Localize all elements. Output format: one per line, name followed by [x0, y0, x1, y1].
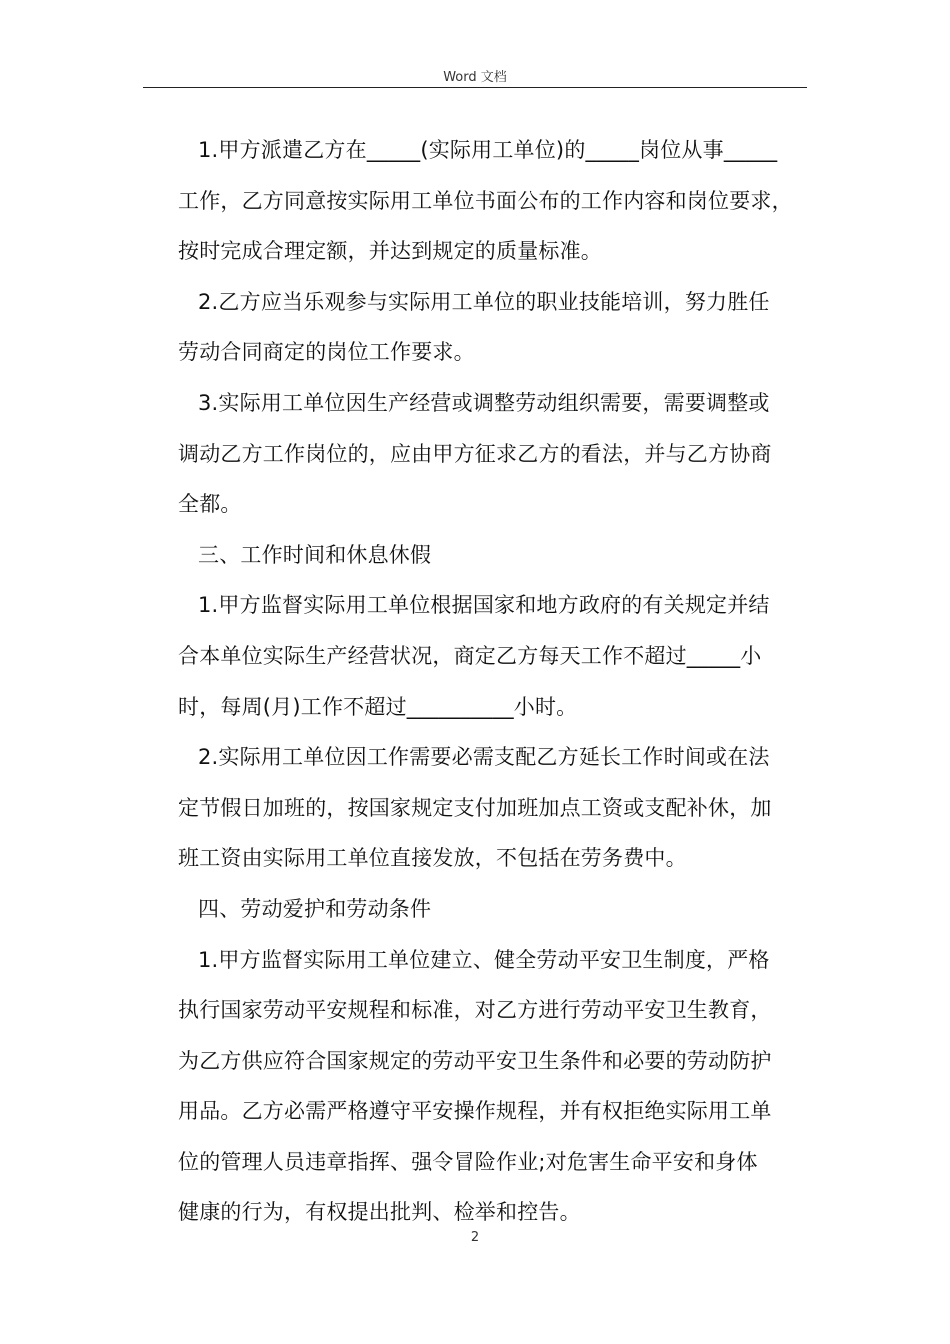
- text-line: 1.甲方监督实际用工单位建立、健全劳动平安卫生制度，严格: [198, 947, 770, 972]
- text-line: 用品。乙方必需严格遵守平安操作规程，并有权拒绝实际用工单: [178, 1099, 772, 1124]
- text-line: 合本单位实际生产经营状况，商定乙方每天工作不超过_____小: [178, 643, 762, 668]
- text-line: 3.实际用工单位因生产经营或调整劳动组织需要，需要调整或: [198, 390, 770, 415]
- text-line: 劳动合同商定的岗位工作要求。: [178, 340, 475, 365]
- header-rule: [143, 87, 807, 88]
- text-line: 三、工作时间和休息休假: [198, 542, 432, 567]
- text-line: 执行国家劳动平安规程和标准，对乙方进行劳动平安卫生教育，: [178, 998, 772, 1023]
- text-line: 按时完成合理定额，并达到规定的质量标准。: [178, 239, 602, 264]
- page-header: Word 文档: [443, 70, 507, 85]
- text-line: 2.实际用工单位因工作需要必需支配乙方延长工作时间或在法: [198, 745, 770, 770]
- text-line: 四、劳动爱护和劳动条件: [198, 896, 432, 921]
- page-number: 2: [470, 1230, 480, 1245]
- text-line: 1.甲方监督实际用工单位根据国家和地方政府的有关规定并结: [198, 593, 770, 618]
- text-line: 班工资由实际用工单位直接发放，不包括在劳务费中。: [178, 846, 687, 871]
- text-line: 时，每周(月)工作不超过__________小时。: [178, 694, 578, 719]
- text-line: 位的管理人员违章指挥、强令冒险作业;对危害生命平安和身体: [178, 1149, 758, 1174]
- text-line: 定节假日加班的，按国家规定支付加班加点工资或支配补休，加: [178, 795, 772, 820]
- text-line: 健康的行为，有权提出批判、检举和控告。: [178, 1200, 581, 1225]
- text-line: 为乙方供应符合国家规定的劳动平安卫生条件和必要的劳动防护: [178, 1048, 772, 1073]
- text-line: 2.乙方应当乐观参与实际用工单位的职业技能培训，努力胜任: [198, 289, 770, 314]
- text-line: 调动乙方工作岗位的，应由甲方征求乙方的看法，并与乙方协商: [178, 441, 772, 466]
- text-line: 1.甲方派遣乙方在_____(实际用工单位)的_____岗位从事_____: [198, 138, 778, 162]
- text-line: 工作，乙方同意按实际用工单位书面公布的工作内容和岗位要求，: [178, 188, 793, 213]
- document-body: [178, 125, 808, 1238]
- text-line: 全都。: [178, 492, 242, 517]
